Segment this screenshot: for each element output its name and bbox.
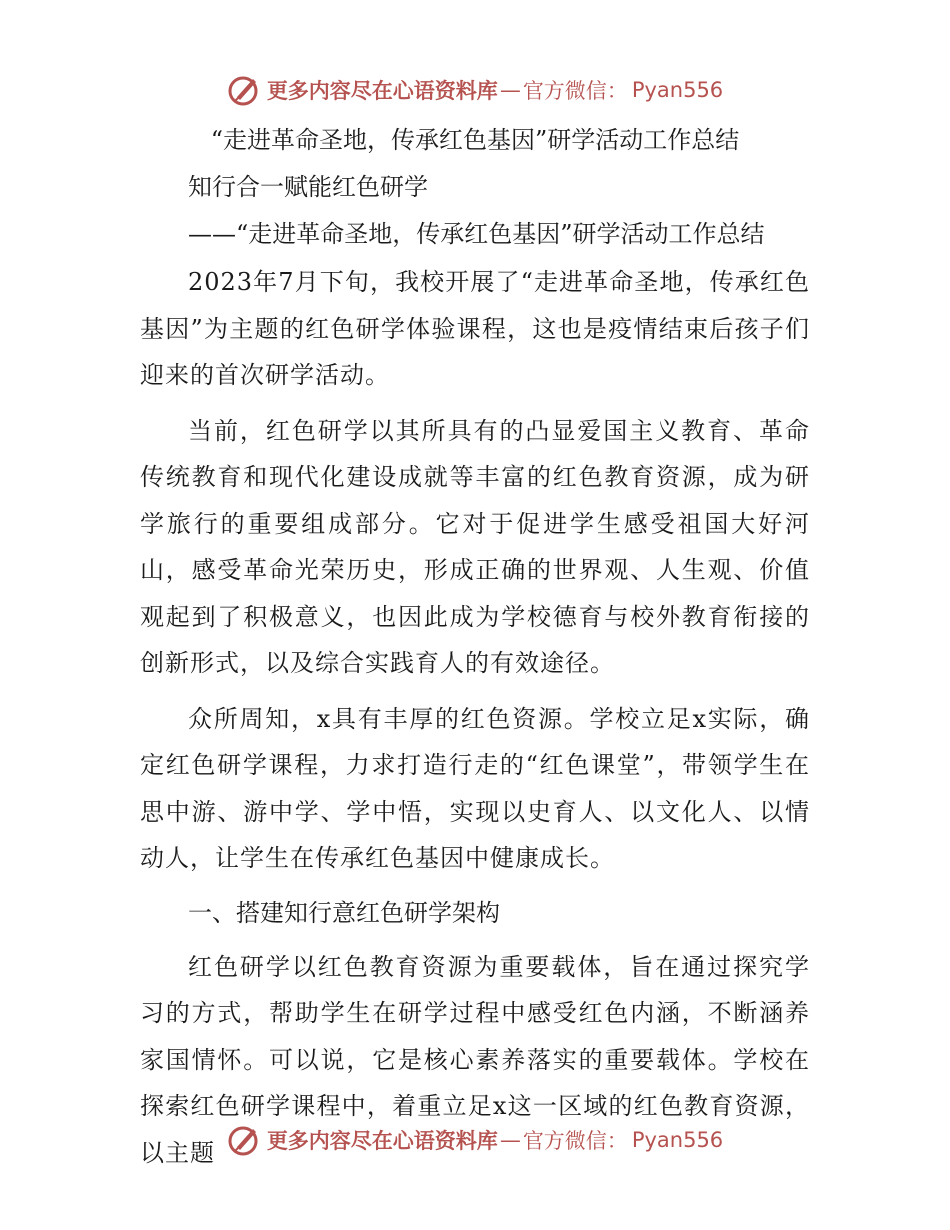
watermark-separator: — bbox=[499, 78, 521, 102]
watermark-separator: — bbox=[499, 1128, 521, 1152]
watermark-brand: 更多内容尽在心语资料库 bbox=[266, 79, 498, 103]
header-watermark bbox=[0, 70, 950, 110]
footer-watermark bbox=[0, 1120, 950, 1160]
document-dash-title: ——“走进革命圣地，传承红色基因”研学活动工作总结 bbox=[188, 220, 765, 248]
document-body bbox=[140, 118, 810, 1185]
document-subtitle: 知行合一赋能红色研学 bbox=[188, 173, 428, 201]
paragraph-section: 红色研学以红色教育资源为重要载体，旨在通过探究学习的方式，帮助学生在研学过程中感受红色内涵，不断涵养家国情怀。可以说，它是核心素养落实的重要载体。学校在探索红色研学课程中，着重立足x这一区域的红色教育资源，以主题 bbox=[140, 952, 810, 1167]
paragraph-intro: 2023年7月下旬，我校开展了“走进革命圣地，传承红色基因”为主题的红色研学体验课程，这也是疫情结束后孩子们迎来的首次研学活动。 bbox=[140, 268, 810, 389]
paragraph-resources: 众所周知，x具有丰厚的红色资源。学校立足x实际，确定红色研学课程，力求打造行走的“红色课堂”，带领学生在思中游、游中学、学中悟，实现以史育人、以文化人、以情动人，让学生在传承红色基因中健康成长。 bbox=[140, 704, 810, 872]
watermark-brand: 更多内容尽在心语资料库 bbox=[266, 1129, 498, 1153]
quill-logo-icon bbox=[227, 1123, 261, 1157]
watermark-label: 官方微信： bbox=[522, 79, 628, 103]
watermark-account: Pyan556 bbox=[631, 1128, 724, 1152]
section-heading: 一、搭建知行意红色研学架构 bbox=[188, 898, 500, 927]
quill-logo-icon bbox=[227, 73, 261, 107]
document-title: “走进革命圣地，传承红色基因”研学活动工作总结 bbox=[210, 126, 740, 154]
paragraph-current: 当前，红色研学以其所具有的凸显爱国主义教育、革命传统教育和现代化建设成就等丰富的红色教育资源，成为研学旅行的重要组成部分。它对于促进学生感受祖国大好河山，感受革命光荣历史，形成正确的世界观、人生观、价值观起到了积极意义，也因此成为学校德育与校外教育衔接的创新形式，以及综合实践育人的有效途径。 bbox=[140, 416, 810, 677]
watermark-account: Pyan556 bbox=[631, 78, 724, 102]
watermark-label: 官方微信： bbox=[522, 1129, 628, 1153]
